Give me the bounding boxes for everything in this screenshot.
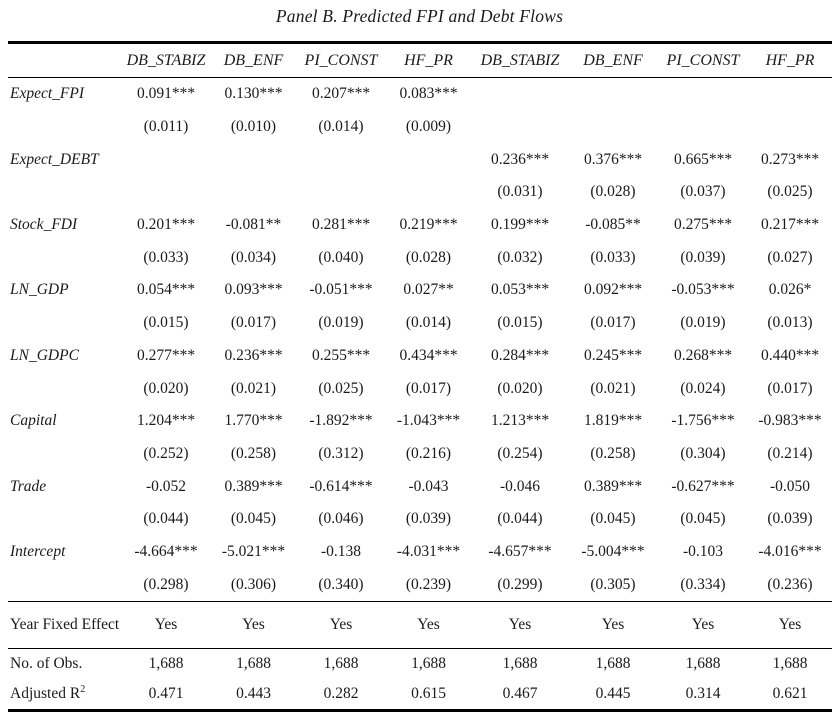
se-cell: (0.017) [230,314,277,332]
table-row-coef [8,78,832,111]
coef-cell: 1.770*** [224,412,283,430]
coef-cell: 0.091*** [136,85,196,103]
coef-cell: -1.043*** [396,412,461,430]
se-cell [210,176,297,209]
row-label: Expect_FPI [10,85,85,103]
footer-cell: 1,688 [323,655,359,672]
coef-cell: -0.085** [585,216,641,234]
coef-cell: 0.027** [403,281,454,299]
coef-cell [748,78,832,111]
se-cell: (0.239) [405,575,452,593]
se-cell: (0.216) [405,444,452,462]
row-label-empty [8,176,122,209]
se-cell: (0.304) [680,444,726,462]
footer-cell: 1,688 [502,655,538,672]
coef-cell: 0.207*** [311,85,371,103]
footer-cell: 0.445 [595,685,631,702]
se-cell: (0.252) [143,444,189,462]
column-header: DB_ENF [210,43,297,78]
se-cell: (0.033) [590,248,636,266]
coef-cell: 0.092*** [583,281,643,299]
se-cell: (0.015) [497,314,543,332]
se-cell: (0.024) [680,379,726,397]
table-row-se [8,372,832,405]
coef-cell: 0.219*** [399,216,458,234]
se-cell: (0.025) [318,379,364,397]
coef-cell: -1.756*** [671,412,735,430]
se-cell: (0.312) [318,444,364,462]
table-row-se [8,111,832,144]
footer-cell: 1,688 [411,655,446,672]
footer-cell: Yes [297,602,385,649]
se-cell: (0.299) [497,575,543,593]
coef-cell: 0.389*** [583,477,643,495]
coef-cell: 0.277*** [136,346,196,364]
column-header: DB_STABIZ [472,43,568,78]
row-label: LN_GDP [10,281,69,299]
coef-cell [122,143,210,176]
se-cell: (0.305) [590,575,636,593]
coef-cell [297,143,385,176]
se-cell: (0.028) [590,183,636,201]
se-cell [568,111,658,144]
se-cell [472,111,568,144]
se-cell: (0.031) [497,183,543,201]
row-label: Capital [10,412,57,430]
coef-cell: -0.046 [499,477,541,495]
row-label-empty [8,372,122,405]
se-cell: (0.039) [405,510,452,528]
se-cell: (0.334) [680,575,726,593]
panel-title: Panel B. Predicted FPI and Debt Flows [275,6,564,26]
coef-rows [8,78,832,602]
se-cell [385,176,472,209]
se-cell: (0.010) [230,118,277,136]
header-empty-cell [8,43,122,78]
se-cell: (0.021) [230,379,277,397]
coef-cell: 1.204*** [136,412,196,430]
coef-cell [385,143,472,176]
coef-cell: -5.004*** [581,542,645,560]
se-cell: (0.033) [143,248,189,266]
regression-table [8,41,832,712]
coef-cell [658,78,748,111]
footer-cell: 1,688 [595,655,631,672]
se-cell: (0.044) [143,510,189,528]
row-label: Intercept [10,542,66,560]
footer-cell: 0.467 [502,685,538,702]
coef-cell: -0.983*** [758,412,822,430]
coef-cell: 0.054*** [136,281,196,299]
se-cell: (0.017) [590,314,636,332]
table-row-se [8,438,832,471]
coef-cell: -0.614*** [309,477,373,495]
se-cell: (0.019) [680,314,726,332]
se-cell: (0.040) [318,248,364,266]
se-cell: (0.045) [590,510,636,528]
coef-cell: -1.892*** [309,412,373,430]
column-header: PI_CONST [297,43,385,78]
row-label-empty [8,503,122,536]
footer-cell: 0.471 [148,685,184,702]
coef-cell: 0.273*** [760,150,820,168]
footer-cell: Yes [210,602,297,649]
footer-cell: 1,688 [148,655,184,672]
table-row-coef [8,340,832,373]
se-cell [297,176,385,209]
table-row-coef [8,470,832,503]
column-header: DB_ENF [568,43,658,78]
coef-cell: 1.213*** [490,412,550,430]
column-header: PI_CONST [658,43,748,78]
footer-cell: Yes [748,602,832,649]
se-cell: (0.044) [497,510,543,528]
coef-cell: 0.434*** [399,346,458,364]
coef-cell: 0.083*** [399,85,458,103]
coef-cell: -0.103 [682,542,724,560]
coef-cell: 1.819*** [583,412,643,430]
footer-row-label: Adjusted $R^2$ [10,683,86,702]
footer-cell: 0.282 [323,685,359,702]
coef-cell: 0.217*** [760,216,820,234]
footer-cell: 1,688 [772,655,808,672]
coef-cell: 0.665*** [673,150,733,168]
coef-cell: 0.130*** [224,85,283,103]
se-cell: (0.013) [767,314,813,332]
coef-cell: -0.138 [320,542,362,560]
footer-cell: Yes [385,602,472,649]
se-cell: (0.045) [230,510,277,528]
table-row-se [8,176,832,209]
coef-cell: 0.281*** [311,216,371,234]
footer-cell: 0.621 [772,685,808,702]
coef-cell: 0.201*** [136,216,196,234]
se-cell: (0.046) [318,510,364,528]
row-label-empty [8,241,122,274]
table-row-footer [8,679,832,711]
footer-rows [8,602,832,711]
coef-cell: 0.275*** [673,216,733,234]
coef-cell: 0.093*** [224,281,283,299]
coef-cell: -0.081** [225,216,282,234]
footer-cell: 1,688 [236,655,271,672]
footer-row-label: No. of Obs. [10,655,83,672]
se-cell: (0.032) [497,248,543,266]
table-row-coef [8,209,832,242]
column-header: DB_STABIZ [122,43,210,78]
se-cell: (0.015) [143,314,189,332]
row-label: Trade [10,477,47,495]
coef-cell: -0.051*** [309,281,373,299]
table-row-se [8,307,832,340]
footer-cell: 0.314 [685,685,721,702]
row-label: Stock_FDI [10,216,78,234]
coef-cell: 0.245*** [583,346,643,364]
se-cell: (0.254) [497,444,543,462]
se-cell: (0.019) [318,314,364,332]
coef-cell: 0.026* [768,281,812,299]
table-row-coef [8,143,832,176]
coef-cell: -0.627*** [671,477,735,495]
se-cell: (0.028) [405,248,452,266]
row-label-empty [8,568,122,601]
coef-cell: 0.268*** [673,346,733,364]
footer-row-label: Year Fixed Effect [8,602,122,649]
se-cell: (0.014) [318,118,364,136]
coef-cell: 0.284*** [490,346,550,364]
se-cell: (0.025) [767,183,813,201]
se-cell: (0.236) [767,575,813,593]
se-cell: (0.045) [680,510,726,528]
table-row-se [8,241,832,274]
footer-cell: Yes [658,602,748,649]
se-cell: (0.027) [767,248,813,266]
se-cell: (0.037) [680,183,726,201]
coef-cell: -0.053*** [671,281,735,299]
coef-cell [568,78,658,111]
se-cell: (0.011) [143,118,189,136]
row-label: Expect_DEBT [10,150,99,168]
coef-cell: -0.043 [408,477,449,495]
coef-cell: 0.053*** [490,281,550,299]
se-cell: (0.021) [590,379,636,397]
se-cell [748,111,832,144]
se-cell: (0.258) [230,444,277,462]
se-cell: (0.258) [590,444,636,462]
coef-cell: -4.657*** [488,542,552,560]
coef-cell: -5.021*** [221,542,286,560]
table-row-footer [8,602,832,649]
coef-cell: 0.255*** [311,346,371,364]
se-cell: (0.214) [767,444,813,462]
footer-cell: Yes [568,602,658,649]
superscript: 2 [80,683,86,695]
se-cell: (0.039) [767,510,813,528]
footer-cell: Yes [472,602,568,649]
footer-cell: Yes [122,602,210,649]
row-label-empty [8,111,122,144]
se-cell: (0.017) [767,379,813,397]
se-cell [658,111,748,144]
coef-cell: -4.016*** [758,542,822,560]
se-cell: (0.020) [497,379,543,397]
footer-cell: 1,688 [685,655,721,672]
coef-cell [210,143,297,176]
column-header: HF_PR [748,43,832,78]
se-cell: (0.298) [143,575,189,593]
table-row-coef [8,274,832,307]
row-label-empty [8,438,122,471]
se-cell: (0.014) [405,314,452,332]
row-label: LN_GDPC [10,346,79,364]
coef-cell: -4.031*** [396,542,461,560]
footer-cell: 0.615 [411,685,446,702]
footer-cell: 0.443 [236,685,271,702]
se-cell [122,176,210,209]
coef-cell: 0.236*** [490,150,550,168]
coef-cell: 0.236*** [224,346,283,364]
table-row-se [8,503,832,536]
table-row-coef [8,536,832,569]
se-cell: (0.034) [230,248,277,266]
coef-cell: 0.440*** [760,346,820,364]
table-row-se [8,568,832,601]
se-cell: (0.009) [405,118,452,136]
column-header: HF_PR [385,43,472,78]
table-row-footer [8,649,832,680]
coef-cell: 0.199*** [490,216,550,234]
row-label-empty [8,307,122,340]
table-row-coef [8,405,832,438]
coef-cell: -4.664*** [134,542,198,560]
coef-cell: -0.050 [769,477,811,495]
se-cell: (0.017) [405,379,452,397]
coef-cell: -0.052 [145,477,187,495]
se-cell: (0.039) [680,248,726,266]
se-cell: (0.340) [318,575,364,593]
coef-cell [472,78,568,111]
coef-cell: 0.376*** [583,150,643,168]
se-cell: (0.020) [143,379,189,397]
se-cell: (0.306) [230,575,277,593]
header-row [8,43,832,78]
coef-cell: 0.389*** [224,477,283,495]
